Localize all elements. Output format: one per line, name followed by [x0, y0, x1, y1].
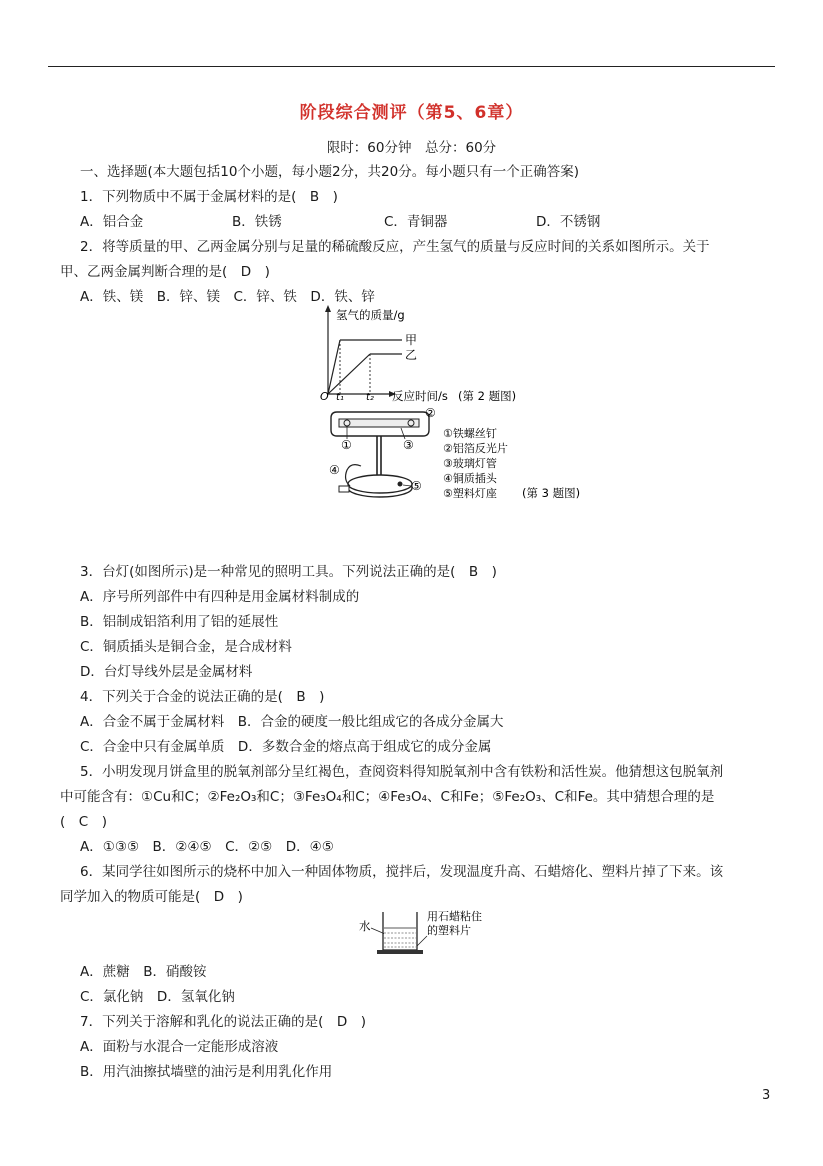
q5-stem-line2: 中可能含有：①Cu和C；②Fe₂O₃和C；③Fe₃O₄和C；④Fe₃O₄、C和Fe；⑤Fe₂O₃、C和Fe。其中猜想合理的是 [60, 789, 715, 805]
q2-graph [310, 302, 540, 402]
lamp-caption: (第 3 题图) [522, 486, 581, 500]
q7-stem: 7．下列关于溶解和乳化的说法正确的是( D ) [80, 1014, 367, 1030]
lamp-legend-4: ④铜质插头 [443, 472, 497, 485]
q5-stem-line3: ( C ) [60, 814, 107, 830]
q6-options-ab: A．蔗糖 B．硝酸铵 [80, 964, 207, 980]
q7-option-a: A．面粉与水混合一定能形成溶液 [80, 1039, 279, 1055]
q2-options: A．铁、镁 B．锌、镁 C．锌、铁 D．铁、锌 [80, 289, 375, 305]
lamp-figure [325, 404, 625, 504]
page-title: 阶段综合测评（第5、6章） [299, 103, 524, 123]
q3-stem: 3．台灯(如图所示)是一种常见的照明工具。下列说法正确的是( B ) [80, 564, 497, 580]
lamp-callout-1: ① [341, 438, 352, 452]
q3-option-b: B．铝制成铝箔利用了铝的延展性 [80, 614, 279, 630]
beaker-label-line1: 用石蜡粘住 [427, 910, 482, 923]
q3-option-d: D．台灯导线外层是金属材料 [80, 664, 253, 680]
q2-xlabel: 反应时间/s [392, 389, 448, 402]
lamp-legend-1: ①铁螺丝钉 [443, 427, 497, 440]
beaker-water-label: 水 [359, 919, 371, 933]
q4-options-ab: A．合金不属于金属材料 B．合金的硬度一般比组成它的各成分金属大 [80, 714, 504, 730]
page-number: 3 [762, 1088, 771, 1103]
q2-series-jia: 甲 [405, 333, 418, 347]
q3-option-c: C．铜质插头是铜合金，是合成材料 [80, 639, 292, 655]
q2-series-yi: 乙 [405, 348, 418, 362]
q7-option-b: B．用汽油擦拭墙壁的油污是利用乳化作用 [80, 1064, 333, 1080]
lamp-legend-5: ⑤塑料灯座 [443, 487, 497, 500]
q2-stem-line2: 甲、乙两金属判断合理的是( D ) [60, 264, 270, 280]
lamp-legend-3: ③玻璃灯管 [443, 457, 497, 470]
q1-stem: 1．下列物质中不属于金属材料的是( B ) [80, 189, 338, 205]
lamp-legend-2: ②铝箔反光片 [443, 442, 508, 455]
beaker-label-line2: 的塑料片 [427, 924, 471, 937]
beaker-figure [355, 906, 505, 958]
q1-option-c: C．青铜器 [384, 214, 448, 230]
lamp-callout-3: ③ [403, 438, 414, 452]
time-score-info: 限时：60分钟 总分：60分 [326, 140, 497, 156]
q6-options-cd: C．氯化钠 D．氢氧化钠 [80, 989, 235, 1005]
q6-stem-line2: 同学加入的物质可能是( D ) [60, 889, 243, 905]
q4-stem: 4．下列关于合金的说法正确的是( B ) [80, 689, 325, 705]
q3-option-a: A．序号所列部件中有四种是用金属材料制成的 [80, 589, 360, 605]
q2-caption: (第 2 题图) [458, 389, 517, 402]
q1-option-b: B．铁锈 [232, 214, 282, 230]
q4-options-cd: C．合金中只有金属单质 D．多数合金的熔点高于组成它的成分金属 [80, 739, 492, 755]
q2-t2: t₂ [366, 392, 374, 402]
q2-t1: t₁ [336, 392, 344, 402]
q2-stem-line1: 2．将等质量的甲、乙两金属分别与足量的稀硫酸反应，产生氢气的质量与反应时间的关系如图所示。关于 [80, 239, 710, 255]
header-rule [48, 66, 775, 67]
q5-options: A．①③⑤ B．②④⑤ C．②⑤ D．④⑤ [80, 839, 334, 855]
q2-origin: O [320, 390, 329, 402]
q2-ylabel: 氢气的质量/g [336, 308, 405, 322]
q6-stem-line1: 6．某同学往如图所示的烧杯中加入一种固体物质，搅拌后，发现温度升高、石蜡熔化、塑料片掉了下来。该 [80, 864, 724, 880]
lamp-callout-4: ④ [329, 463, 340, 477]
q5-stem-line1: 5．小明发现月饼盒里的脱氧剂部分呈红褐色，查阅资料得知脱氧剂中含有铁粉和活性炭。他猜想这包脱氧剂 [80, 764, 724, 780]
q1-option-a: A．铝合金 [80, 214, 144, 230]
q1-option-d: D．不锈钢 [536, 214, 601, 230]
section-heading: 一、选择题(本大题包括10个小题，每小题2分，共20分。每小题只有一个正确答案) [80, 164, 579, 180]
lamp-callout-2: ② [425, 406, 436, 420]
lamp-callout-5: ⑤ [411, 479, 422, 493]
